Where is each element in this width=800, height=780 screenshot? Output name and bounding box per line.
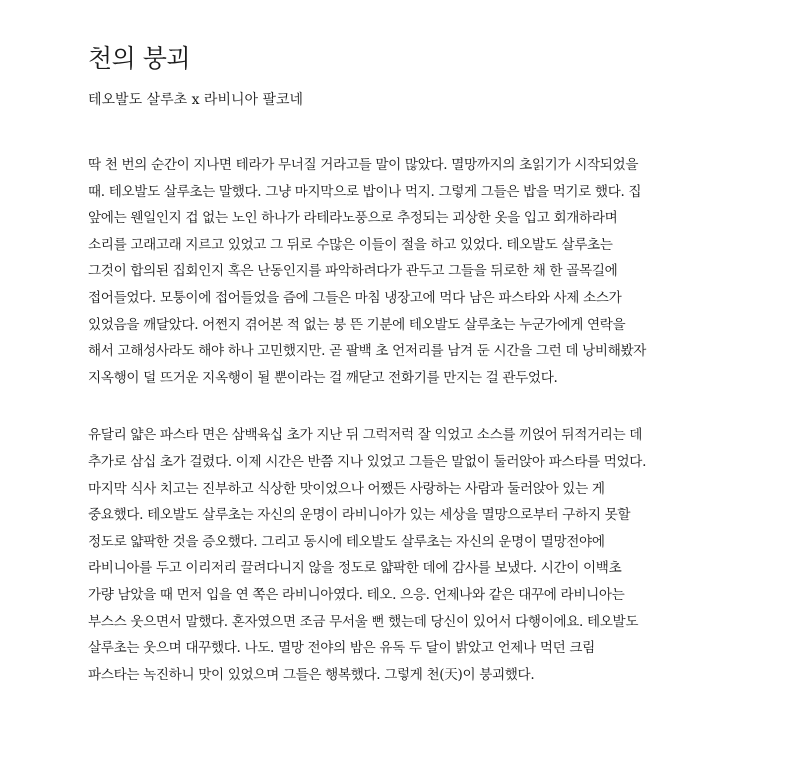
- text-line: 해서 고해성사라도 해야 하나 고민했지만. 곧 팔백 초 언저리를 남겨 둔 시간을 그런 데 낭비해봤자: [88, 343, 647, 360]
- paragraph-1: [88, 152, 768, 391]
- text-line: 중요했다. 테오발도 살루초는 자신의 운명이 라비니아가 있는 세상을 멸망으로부터 구하지 못할: [88, 507, 631, 524]
- text-line: 추가로 삼십 초가 걸렸다. 이제 시간은 반쯤 지나 있었고 그들은 말없이 둘러앉아 파스타를 먹었다.: [88, 453, 647, 470]
- text-line: 살루초는 웃으며 대꾸했다. 나도. 멸망 전야의 밤은 유독 두 달이 밝았고 언제나 먹던 크림: [88, 640, 595, 657]
- text-line: 마지막 식사 치고는 진부하고 식상한 맛이었으나 어쨌든 사랑하는 사람과 둘러앉아 있는 게: [88, 480, 605, 497]
- text-line: 정도로 얇팍한 것을 증오했다. 그리고 동시에 테오발도 살루초는 자신의 운명이 멸망전야에: [88, 533, 605, 550]
- text-line: 지옥행이 덜 뜨거운 지옥행이 될 뿐이라는 걸 깨닫고 전화기를 만지는 걸 관두었다.: [88, 369, 558, 386]
- text-line: 라비니아를 두고 이리저리 끌려다니지 않을 정도로 얇팍한 데에 감사를 보냈다. 시간이 이백초: [88, 560, 622, 577]
- article: [88, 42, 768, 688]
- text-line: 접어들었다. 모퉁이에 접어들었을 즘에 그들은 마침 냉장고에 먹다 남은 파스타와 사제 소스가: [88, 289, 622, 306]
- paragraph-2: [88, 422, 768, 688]
- article-title: 천의 붕괴: [88, 44, 191, 73]
- article-subtitle: 테오발도 살루초 x 라비니아 팔코네: [88, 92, 304, 108]
- text-line: 앞에는 웬일인지 겁 없는 노인 하나가 라테라노풍으로 추정되는 괴상한 옷을 입고 회개하라며: [88, 210, 618, 227]
- text-line: 때. 테오발도 살루초는 말했다. 그냥 마지막으로 밥이나 먹지. 그렇게 그들은 밥을 먹기로 했다. 집: [88, 183, 642, 200]
- text-line: 딱 천 번의 순간이 지나면 테라가 무너질 거라고들 말이 많았다. 멸망까지의 초읽기가 시작되었을: [88, 157, 639, 173]
- text-line: 부스스 웃으면서 말했다. 혼자였으면 조금 무서울 뻔 했는데 당신이 있어서 다행이에요. 테오발도: [88, 613, 639, 630]
- text-line: 유달리 얇은 파스타 면은 삼백육십 초가 지난 뒤 그럭저럭 잘 익었고 소스를 끼얹어 뒤적거리는 데: [88, 427, 643, 444]
- text-line: 그것이 합의된 집회인지 혹은 난동인지를 파악하려다가 관두고 그들을 뒤로한 채 한 골목길에: [88, 263, 618, 280]
- text-line: 있었음을 깨달았다. 어쩐지 겪어본 적 없는 붕 뜬 기분에 테오발도 살루초는 누군가에게 연락을: [88, 316, 626, 333]
- text-line: 소리를 고래고래 지르고 있었고 그 뒤로 수많은 이들이 절을 하고 있었다. 테오발도 살루초는: [88, 236, 613, 253]
- text-line: 파스타는 녹진하니 맛이 있었으며 그들은 행복했다. 그렇게 천(天)이 붕괴했다.: [88, 666, 535, 683]
- text-line: 가량 남았을 때 먼저 입을 연 쪽은 라비니아였다. 테오. 으응. 언제나와 같은 대꾸에 라비니아는: [88, 586, 625, 603]
